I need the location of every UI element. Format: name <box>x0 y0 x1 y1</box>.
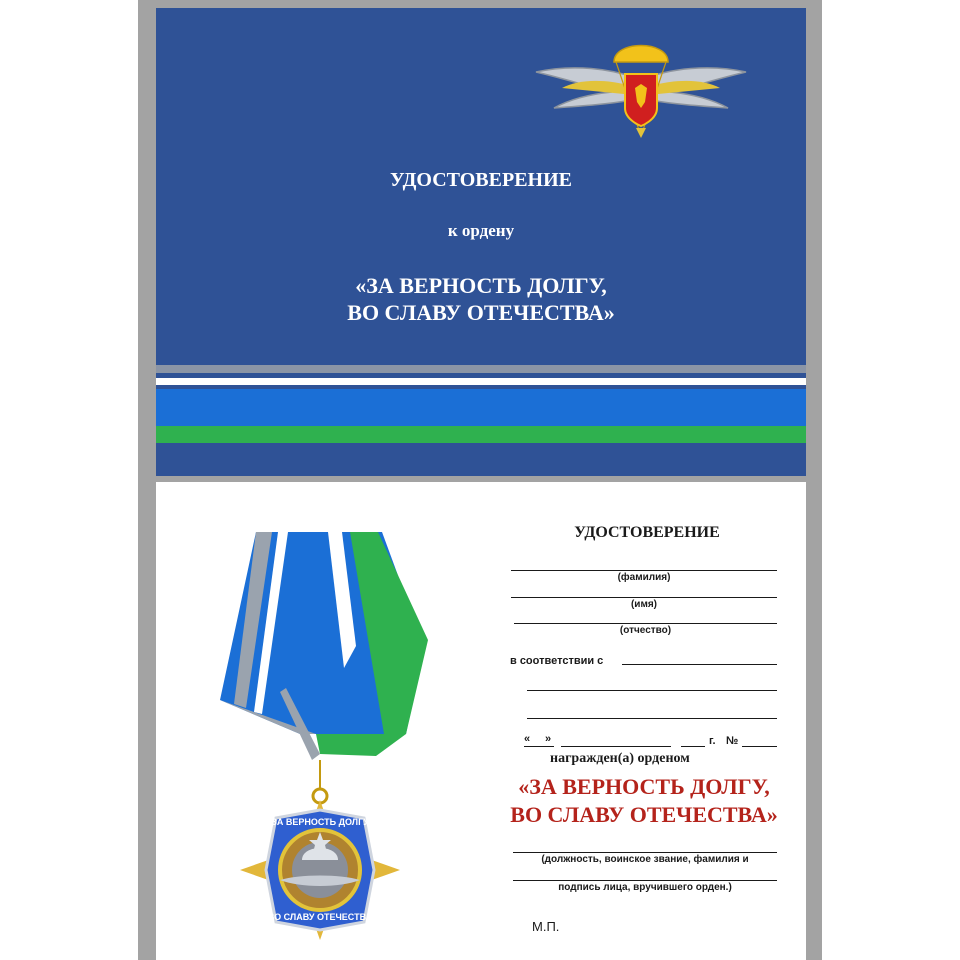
order-medal-icon <box>216 528 436 948</box>
patronymic-caption: (отчество) <box>619 625 672 636</box>
signer-caption-2: подпись лица, вручившего орден.) <box>558 882 732 893</box>
date-close-quote: » <box>545 733 552 745</box>
date-month-line[interactable] <box>561 746 671 747</box>
cover-stripe-white <box>156 378 806 385</box>
in-accordance-label: в соответствии с <box>510 655 604 667</box>
signer-caption-1: (должность, воинское звание, фамилия и <box>541 854 749 865</box>
patronymic-line[interactable] <box>514 623 777 624</box>
cover-order-line-1: «ЗА ВЕРНОСТЬ ДОЛГУ, <box>355 273 607 298</box>
name-caption: (имя) <box>630 599 658 610</box>
in-accordance-line[interactable] <box>622 664 777 665</box>
order-name-line-1: «ЗА ВЕРНОСТЬ ДОЛГУ, <box>518 774 770 799</box>
certificate-cover <box>156 8 806 476</box>
date-open-quote: « <box>524 733 531 745</box>
date-year-line[interactable] <box>681 746 705 747</box>
cover-title: УДОСТОВЕРЕНИЕ <box>390 169 572 191</box>
name-line[interactable] <box>511 597 777 598</box>
medal-inscription-top: ЗА ВЕРНОСТЬ ДОЛГУ <box>271 817 369 827</box>
awarded-label: награжден(а) орденом <box>550 751 690 766</box>
signer-line-1[interactable] <box>513 852 777 853</box>
surname-line[interactable] <box>511 570 777 571</box>
cover-subtitle: к ордену <box>447 221 515 240</box>
medal-inscription-bottom: ВО СЛАВУ ОТЕЧЕСТВА <box>267 912 373 922</box>
cover-stripe-green <box>156 426 806 443</box>
year-label: г. <box>709 735 716 747</box>
airborne-emblem-icon <box>532 28 750 146</box>
number-label: № <box>726 735 739 747</box>
basis-line-2[interactable] <box>527 718 777 719</box>
cover-stripe-blue <box>156 389 806 426</box>
certificate-page <box>156 482 806 960</box>
surname-caption: (фамилия) <box>617 572 671 583</box>
signer-line-2[interactable] <box>513 880 777 881</box>
cover-stripe-gray <box>156 365 806 373</box>
certificate-title: УДОСТОВЕРЕНИЕ <box>574 524 720 541</box>
number-line[interactable] <box>742 746 777 747</box>
stamp-place: М.П. <box>532 919 560 934</box>
basis-line-1[interactable] <box>527 690 777 691</box>
order-name-line-2: ВО СЛАВУ ОТЕЧЕСТВА» <box>510 802 778 827</box>
date-day-line[interactable] <box>524 746 554 747</box>
cover-order-line-2: ВО СЛАВУ ОТЕЧЕСТВА» <box>347 300 615 325</box>
